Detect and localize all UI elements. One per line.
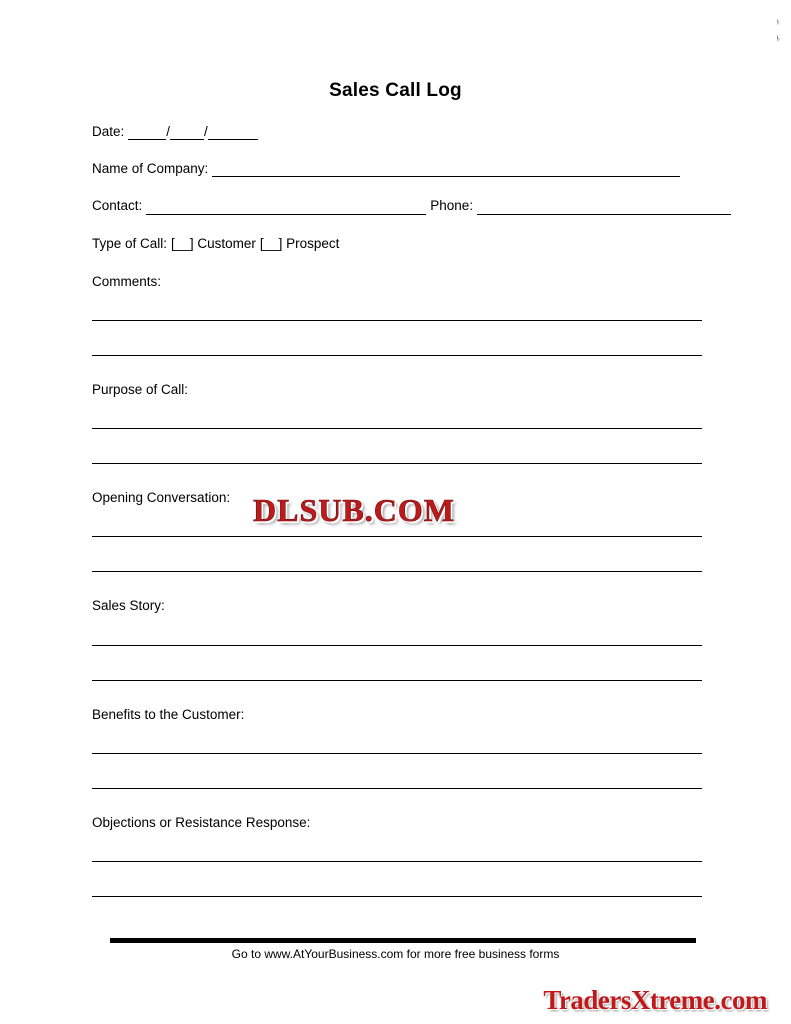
date-separator-2: / (204, 124, 208, 139)
tradersxtreme-watermark: TradersXtreme.com (543, 985, 767, 1015)
form-section (92, 382, 702, 464)
contact-field[interactable] (146, 201, 426, 215)
date-separator-1: / (166, 124, 171, 139)
writing-line[interactable] (92, 788, 702, 789)
phone-field[interactable] (477, 201, 731, 215)
type-of-call-label: Type of Call: (92, 235, 168, 251)
dlsub-watermark: DLSUB.COM (253, 492, 455, 528)
date-month-field[interactable] (128, 126, 166, 140)
company-label: Name of Company: (92, 161, 209, 177)
date-label: Date: (92, 124, 125, 139)
section-label: Benefits to the Customer: (92, 706, 245, 722)
form-section (92, 598, 702, 680)
phone-label: Phone: (430, 198, 474, 214)
writing-line[interactable] (92, 355, 702, 356)
writing-line[interactable] (92, 536, 702, 537)
date-row (92, 124, 702, 140)
section-label: Comments: (92, 273, 162, 289)
writing-line[interactable] (92, 753, 702, 754)
sections-container (92, 274, 702, 897)
footer-divider (110, 938, 696, 943)
section-label: Opening Conversation: (92, 490, 231, 506)
writing-line[interactable] (92, 463, 702, 464)
writing-line[interactable] (92, 571, 702, 572)
form-section (92, 274, 702, 356)
writing-line[interactable] (92, 428, 702, 429)
contact-row (92, 198, 702, 214)
checkbox-customer[interactable]: [__] Customer (171, 235, 256, 251)
section-label: Sales Story: (92, 598, 165, 614)
checkbox-prospect[interactable]: [__] Prospect (259, 235, 340, 251)
writing-line[interactable] (92, 896, 702, 897)
company-row (92, 161, 702, 177)
writing-line[interactable] (92, 680, 702, 681)
writing-line[interactable] (92, 861, 702, 862)
type-of-call-row (92, 236, 702, 252)
section-label: Purpose of Call: (92, 381, 189, 397)
contact-label: Contact: (92, 198, 143, 214)
footer-text: Go to www.AtYourBusiness.com for more free business forms (231, 947, 560, 961)
date-year-field[interactable] (208, 126, 258, 140)
writing-line[interactable] (92, 320, 702, 321)
company-field[interactable] (212, 163, 680, 177)
form-section (92, 707, 702, 789)
page-title: Sales Call Log (329, 80, 462, 101)
writing-line[interactable] (92, 645, 702, 646)
date-day-field[interactable] (170, 126, 204, 140)
form-section (92, 815, 702, 897)
section-label: Objections or Resistance Response: (92, 814, 311, 830)
